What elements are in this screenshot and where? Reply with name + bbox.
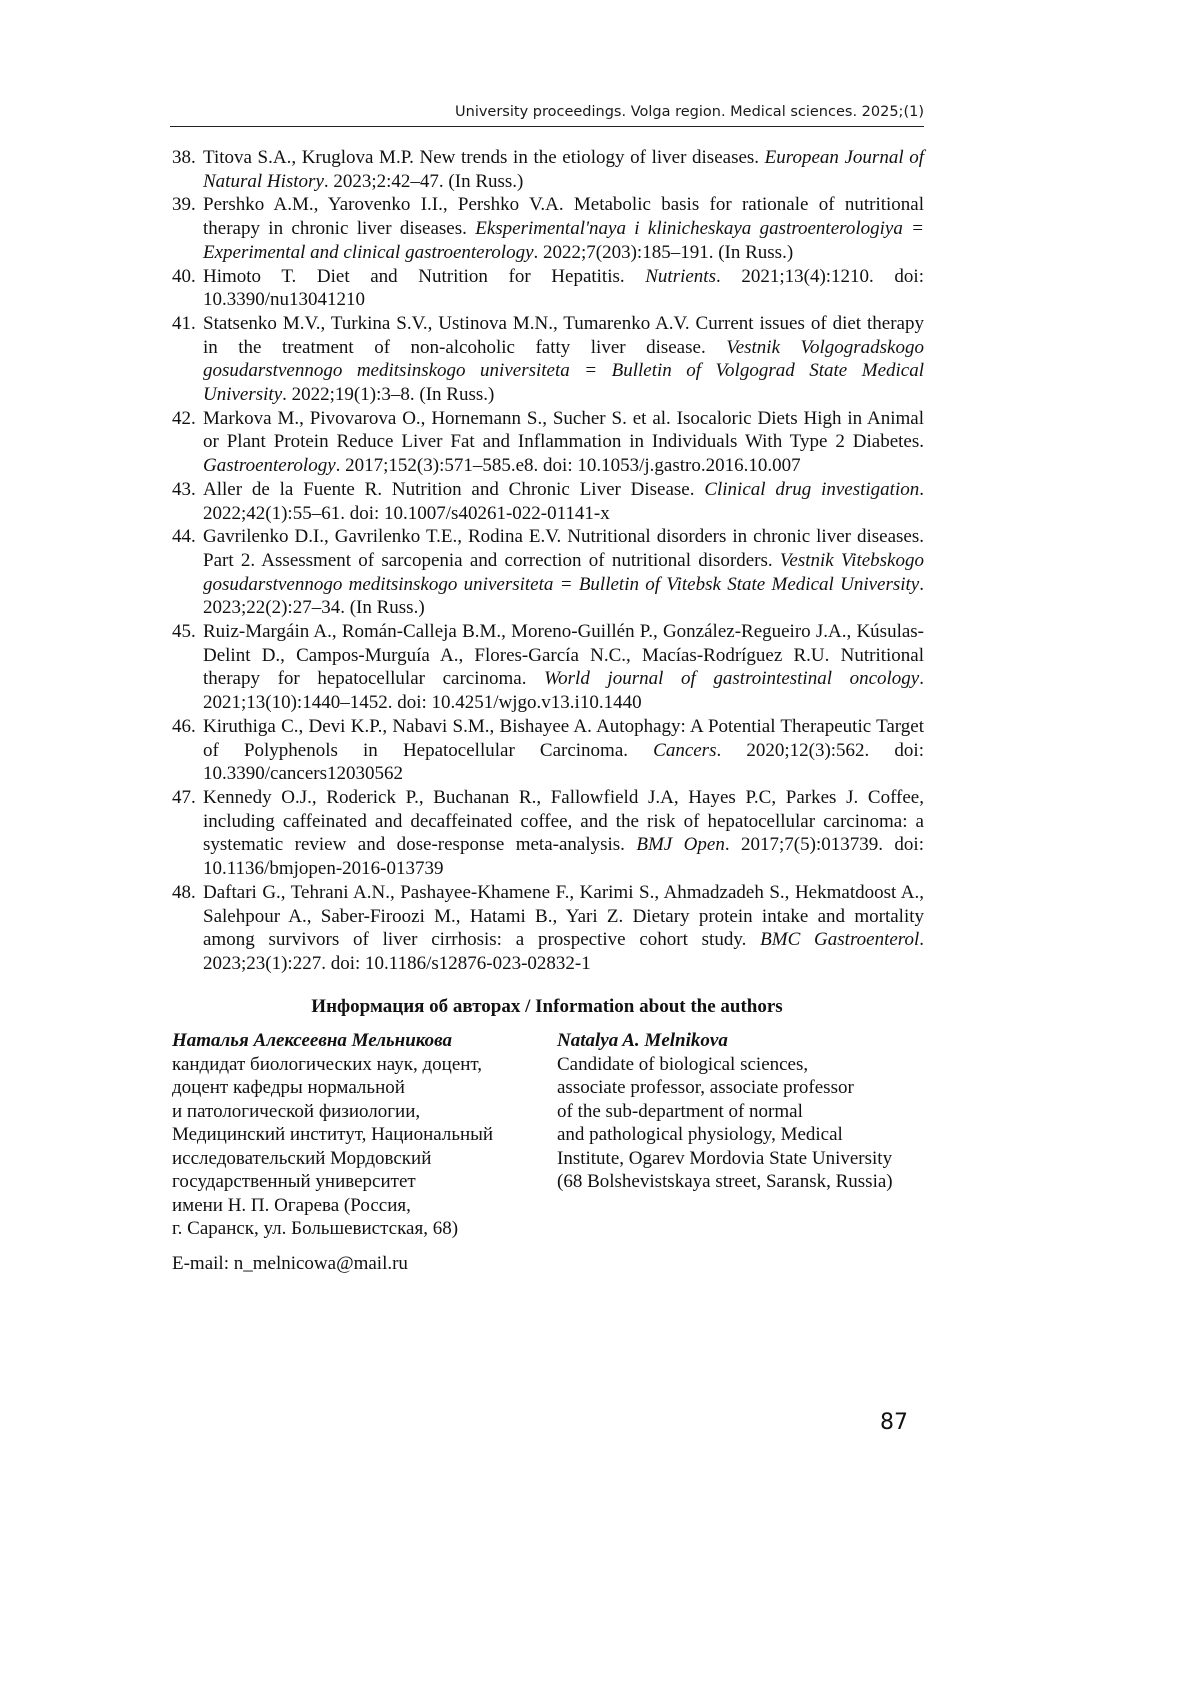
page-number: 87 bbox=[880, 1410, 908, 1435]
reference-item bbox=[172, 193, 924, 264]
reference-source-title: Eksperimental'naya i klinicheskaya gastroenterologiya = Experimental and clinical gastroenterology bbox=[203, 218, 924, 263]
affiliation-line: of the sub-department of normal bbox=[557, 1100, 803, 1122]
reference-number: 44. bbox=[172, 526, 196, 548]
reference-text bbox=[203, 146, 924, 193]
reference-number: 39. bbox=[172, 194, 196, 216]
reference-text bbox=[203, 312, 924, 407]
reference-text bbox=[203, 478, 924, 525]
reference-source-title: Vestnik Vitebskogo gosudarstvennogo meditsinskogo universiteta = Bulletin of Vitebsk State Medical University bbox=[203, 549, 924, 595]
reference-text bbox=[203, 881, 924, 976]
header-rule bbox=[170, 126, 924, 127]
reference-number: 45. bbox=[172, 621, 196, 643]
reference-number: 48. bbox=[172, 881, 196, 903]
reference-text-segment: . 2021;13(4):1210. doi: 10.3390/nu13041210 bbox=[203, 265, 924, 311]
affiliation-line: associate professor, associate professor bbox=[557, 1077, 854, 1098]
reference-text-segment: Statsenko M.V., Turkina S.V., Ustinova M.N., Tumarenko A.V. Current issues of diet therapy in the treatment of non-alcoholic fatty liver disease. bbox=[203, 312, 924, 358]
reference-item bbox=[172, 312, 924, 407]
author-name-en: Natalya A. Melnikova bbox=[557, 1030, 728, 1051]
author-email: E-mail: n_melnicowa@mail.ru bbox=[172, 1253, 408, 1274]
affiliation-line: доцент кафедры нормальной bbox=[172, 1077, 405, 1098]
reference-text-segment: Kennedy O.J., Roderick P., Buchanan R., Fallowfield J.A, Hayes P.C, Parkes J. Coffee, including caffeinated and decaffeinated coffee, and the risk of hepatocellular carcinoma: a systematic review and dose-response meta-analysis. bbox=[203, 786, 924, 856]
affiliation-line: исследовательский Мордовский bbox=[172, 1147, 432, 1169]
reference-list bbox=[172, 146, 924, 976]
affiliation-line: Candidate of biological sciences, bbox=[557, 1053, 809, 1075]
reference-text-segment: . 2023;22(2):27–34. (In Russ.) bbox=[203, 573, 924, 619]
reference-text-segment: Gavrilenko D.I., Gavrilenko T.E., Rodina E.V. Nutritional disorders in chronic liver diseases. Part 2. Assessment of sarcopenia and correction of nutritional disorders. bbox=[203, 526, 924, 571]
affiliation-line: государственный университет bbox=[172, 1171, 416, 1192]
reference-item bbox=[172, 146, 924, 193]
reference-item bbox=[172, 407, 924, 478]
reference-source-title: European Journal of Natural History bbox=[203, 147, 924, 192]
reference-source-title: World journal of gastrointestinal oncology bbox=[544, 668, 920, 690]
reference-text bbox=[203, 786, 924, 881]
reference-source-title: BMC Gastroenterol bbox=[760, 929, 920, 951]
authors-section-title: Информация об авторах / Information about the authors bbox=[311, 996, 783, 1017]
reference-item bbox=[172, 525, 924, 620]
reference-source-title: Vestnik Volgogradskogo gosudarstvennogo meditsinskogo universiteta = Bulletin of Volgograd State Medical University bbox=[203, 336, 924, 406]
reference-text-segment: Pershko A.M., Yarovenko I.I., Pershko V.A. Metabolic basis for rationale of nutritional therapy in chronic liver diseases. bbox=[203, 194, 924, 240]
reference-source-title: BMJ Open bbox=[636, 834, 725, 856]
reference-text-segment: . 2017;7(5):013739. doi: 10.1136/bmjopen-2016-013739 bbox=[203, 834, 924, 880]
reference-text-segment: Markova M., Pivovarova O., Hornemann S., Sucher S. et al. Isocaloric Diets High in Animal or Plant Protein Reduce Liver Fat and Inflammation in Individuals With Type 2 Diabetes. bbox=[203, 407, 924, 453]
affiliation-line: кандидат биологических наук, доцент, bbox=[172, 1053, 483, 1075]
reference-number: 46. bbox=[172, 715, 196, 737]
reference-item bbox=[172, 715, 924, 786]
reference-text-segment: Daftari G., Tehrani A.N., Pashayee-Khamene F., Karimi S., Ahmadzadeh S., Hekmatdoost A., Salehpour A., Saber-Firoozi M., Hatami B., Yari Z. Dietary protein intake and mortality among survivors of liver cirrhosis: a prospective cohort study. bbox=[203, 881, 924, 951]
reference-number: 47. bbox=[172, 786, 196, 808]
reference-text-segment: Aller de la Fuente R. Nutrition and Chronic Liver Disease. bbox=[203, 478, 705, 500]
reference-item bbox=[172, 620, 924, 715]
reference-text bbox=[203, 265, 924, 312]
author-name-ru: Наталья Алексеевна Мельникова bbox=[172, 1030, 453, 1051]
reference-text-segment: . 2021;13(10):1440–1452. doi: 10.4251/wjgo.v13.i10.1440 bbox=[203, 668, 924, 714]
reference-item bbox=[172, 478, 924, 525]
reference-number: 38. bbox=[172, 147, 196, 168]
reference-text bbox=[203, 715, 924, 786]
reference-text-segment: . 2022;42(1):55–61. doi: 10.1007/s40261-022-01141-x bbox=[203, 478, 924, 524]
reference-item bbox=[172, 786, 924, 881]
reference-text-segment: . 2022;7(203):185–191. (In Russ.) bbox=[533, 241, 794, 263]
reference-text bbox=[203, 193, 924, 264]
reference-text-segment: Titova S.A., Kruglova M.P. New trends in the etiology of liver diseases. bbox=[203, 147, 765, 168]
reference-text-segment: Ruiz-Margáin A., Román-Calleja B.M., Moreno-Guillén P., González-Regueiro J.A., Kúsulas-Delint D., Campos-Murguía A., Flores-García N.C., Macías-Rodríguez R.U. Nutritional therapy for hepatocellular carcinoma. bbox=[203, 621, 924, 690]
reference-item bbox=[172, 265, 924, 312]
reference-text-segment: Kiruthiga C., Devi K.P., Nabavi S.M., Bishayee A. Autophagy: A Potential Therapeutic Target of Polyphenols in Hepatocellular Carcinoma. bbox=[203, 715, 924, 761]
affiliation-line: имени Н. П. Огарева (Россия, bbox=[172, 1194, 411, 1216]
reference-text-segment: . 2023;23(1):227. doi: 10.1186/s12876-023-02832-1 bbox=[203, 929, 924, 974]
reference-number: 40. bbox=[172, 265, 196, 287]
affiliation-line: Institute, Ogarev Mordovia State University bbox=[557, 1147, 893, 1169]
reference-item bbox=[172, 881, 924, 976]
reference-source-title: Nutrients bbox=[645, 265, 716, 287]
reference-text-segment: . 2022;19(1):3–8. (In Russ.) bbox=[282, 384, 495, 406]
reference-source-title: Cancers bbox=[653, 739, 717, 761]
author-info-ru bbox=[172, 1029, 542, 1241]
affiliation-line: и патологической физиологии, bbox=[172, 1100, 421, 1122]
reference-text-segment: . 2023;2:42–47. (In Russ.) bbox=[323, 170, 524, 192]
author-info-en bbox=[557, 1029, 927, 1194]
affiliation-line: (68 Bolshevistskaya street, Saransk, Russia) bbox=[557, 1171, 893, 1192]
reference-number: 42. bbox=[172, 407, 196, 429]
reference-text-segment: . 2020;12(3):562. doi: 10.3390/cancers12030562 bbox=[203, 739, 924, 785]
reference-text-segment: . 2017;152(3):571–585.e8. doi: 10.1053/j.gastro.2016.10.007 bbox=[335, 455, 801, 477]
reference-source-title: Clinical drug investigation bbox=[704, 478, 920, 500]
affiliation-line: Медицинский институт, Национальный bbox=[172, 1124, 494, 1145]
reference-text-segment: Himoto T. Diet and Nutrition for Hepatitis. bbox=[203, 265, 646, 287]
reference-source-title: Gastroenterology bbox=[203, 455, 336, 477]
reference-text bbox=[203, 620, 924, 715]
reference-text bbox=[203, 407, 924, 478]
affiliation-line: г. Саранск, ул. Большевистская, 68) bbox=[172, 1218, 459, 1239]
reference-number: 41. bbox=[172, 312, 196, 334]
reference-text bbox=[203, 525, 924, 620]
reference-number: 43. bbox=[172, 478, 196, 500]
running-header: University proceedings. Volga region. Medical sciences. 2025;(1) bbox=[455, 104, 924, 120]
affiliation-line: and pathological physiology, Medical bbox=[557, 1124, 843, 1145]
